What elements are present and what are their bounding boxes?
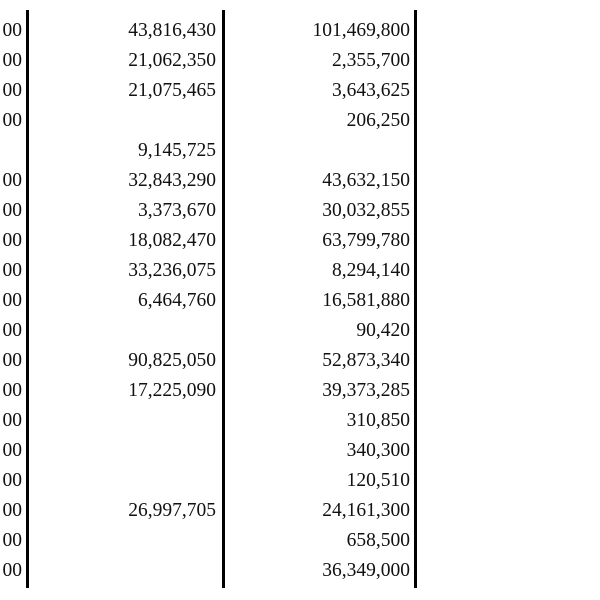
cell-truncated: 00: [2, 560, 22, 581]
cell-right-value: 340,300: [346, 440, 410, 461]
cell-truncated: 00: [2, 500, 22, 521]
cell-truncated: 00: [2, 380, 22, 401]
cell-truncated: 00: [2, 110, 22, 131]
table-row: [0, 76, 600, 106]
cell-middle-value: 33,236,075: [128, 260, 216, 281]
table-row: [0, 436, 600, 466]
table-row: [0, 316, 600, 346]
cell-right-value: 8,294,140: [332, 260, 410, 281]
cell-right-value: 120,510: [346, 470, 410, 491]
cell-middle-value: 21,062,350: [128, 50, 216, 71]
cell-middle-value: 17,225,090: [128, 380, 216, 401]
table-row: [0, 16, 600, 46]
table-row: [0, 376, 600, 406]
cell-right-value: 30,032,855: [322, 200, 410, 221]
table-row: [0, 346, 600, 376]
cell-right-value: 310,850: [346, 410, 410, 431]
table-row: [0, 496, 600, 526]
cell-right-value: 206,250: [346, 110, 410, 131]
cell-truncated: 00: [2, 470, 22, 491]
table-row: [0, 406, 600, 436]
table-row: [0, 46, 600, 76]
table-row: [0, 106, 600, 136]
cell-truncated: 00: [2, 290, 22, 311]
cell-truncated: 00: [2, 80, 22, 101]
table-row: [0, 526, 600, 556]
table-row: [0, 256, 600, 286]
cell-right-value: 39,373,285: [322, 380, 410, 401]
cell-right-value: 16,581,880: [322, 290, 410, 311]
cell-right-value: 43,632,150: [322, 170, 410, 191]
cell-middle-value: 6,464,760: [138, 290, 216, 311]
table-row: [0, 466, 600, 496]
cell-truncated: 00: [2, 50, 22, 71]
table-row: [0, 136, 600, 166]
cell-truncated: 00: [2, 320, 22, 341]
cell-truncated: 00: [2, 530, 22, 551]
table-row: [0, 286, 600, 316]
cell-truncated: 00: [2, 200, 22, 221]
cell-truncated: 00: [2, 260, 22, 281]
table-row: [0, 166, 600, 196]
cell-truncated: 00: [2, 230, 22, 251]
cell-right-value: 2,355,700: [332, 50, 410, 71]
cell-middle-value: 90,825,050: [128, 350, 216, 371]
cell-right-value: 90,420: [356, 320, 410, 341]
cell-middle-value: 21,075,465: [128, 80, 216, 101]
cell-right-value: 3,643,625: [332, 80, 410, 101]
cell-middle-value: 9,145,725: [138, 140, 216, 161]
cell-middle-value: 18,082,470: [128, 230, 216, 251]
cell-truncated: 00: [2, 410, 22, 431]
cell-truncated: 00: [2, 350, 22, 371]
cell-right-value: 24,161,300: [322, 500, 410, 521]
cell-middle-value: 43,816,430: [128, 20, 216, 41]
cell-middle-value: 3,373,670: [138, 200, 216, 221]
cell-right-value: 658,500: [346, 530, 410, 551]
cell-truncated: 00: [2, 170, 22, 191]
cell-middle-value: 26,997,705: [128, 500, 216, 521]
cell-right-value: 101,469,800: [312, 20, 410, 41]
cell-right-value: 36,349,000: [322, 560, 410, 581]
table-body: [0, 16, 600, 586]
cell-right-value: 52,873,340: [322, 350, 410, 371]
cell-truncated: 00: [2, 20, 22, 41]
table-row: [0, 196, 600, 226]
cell-middle-value: 32,843,290: [128, 170, 216, 191]
table-row: [0, 556, 600, 586]
cell-truncated: 00: [2, 440, 22, 461]
cell-right-value: 63,799,780: [322, 230, 410, 251]
table-row: [0, 226, 600, 256]
